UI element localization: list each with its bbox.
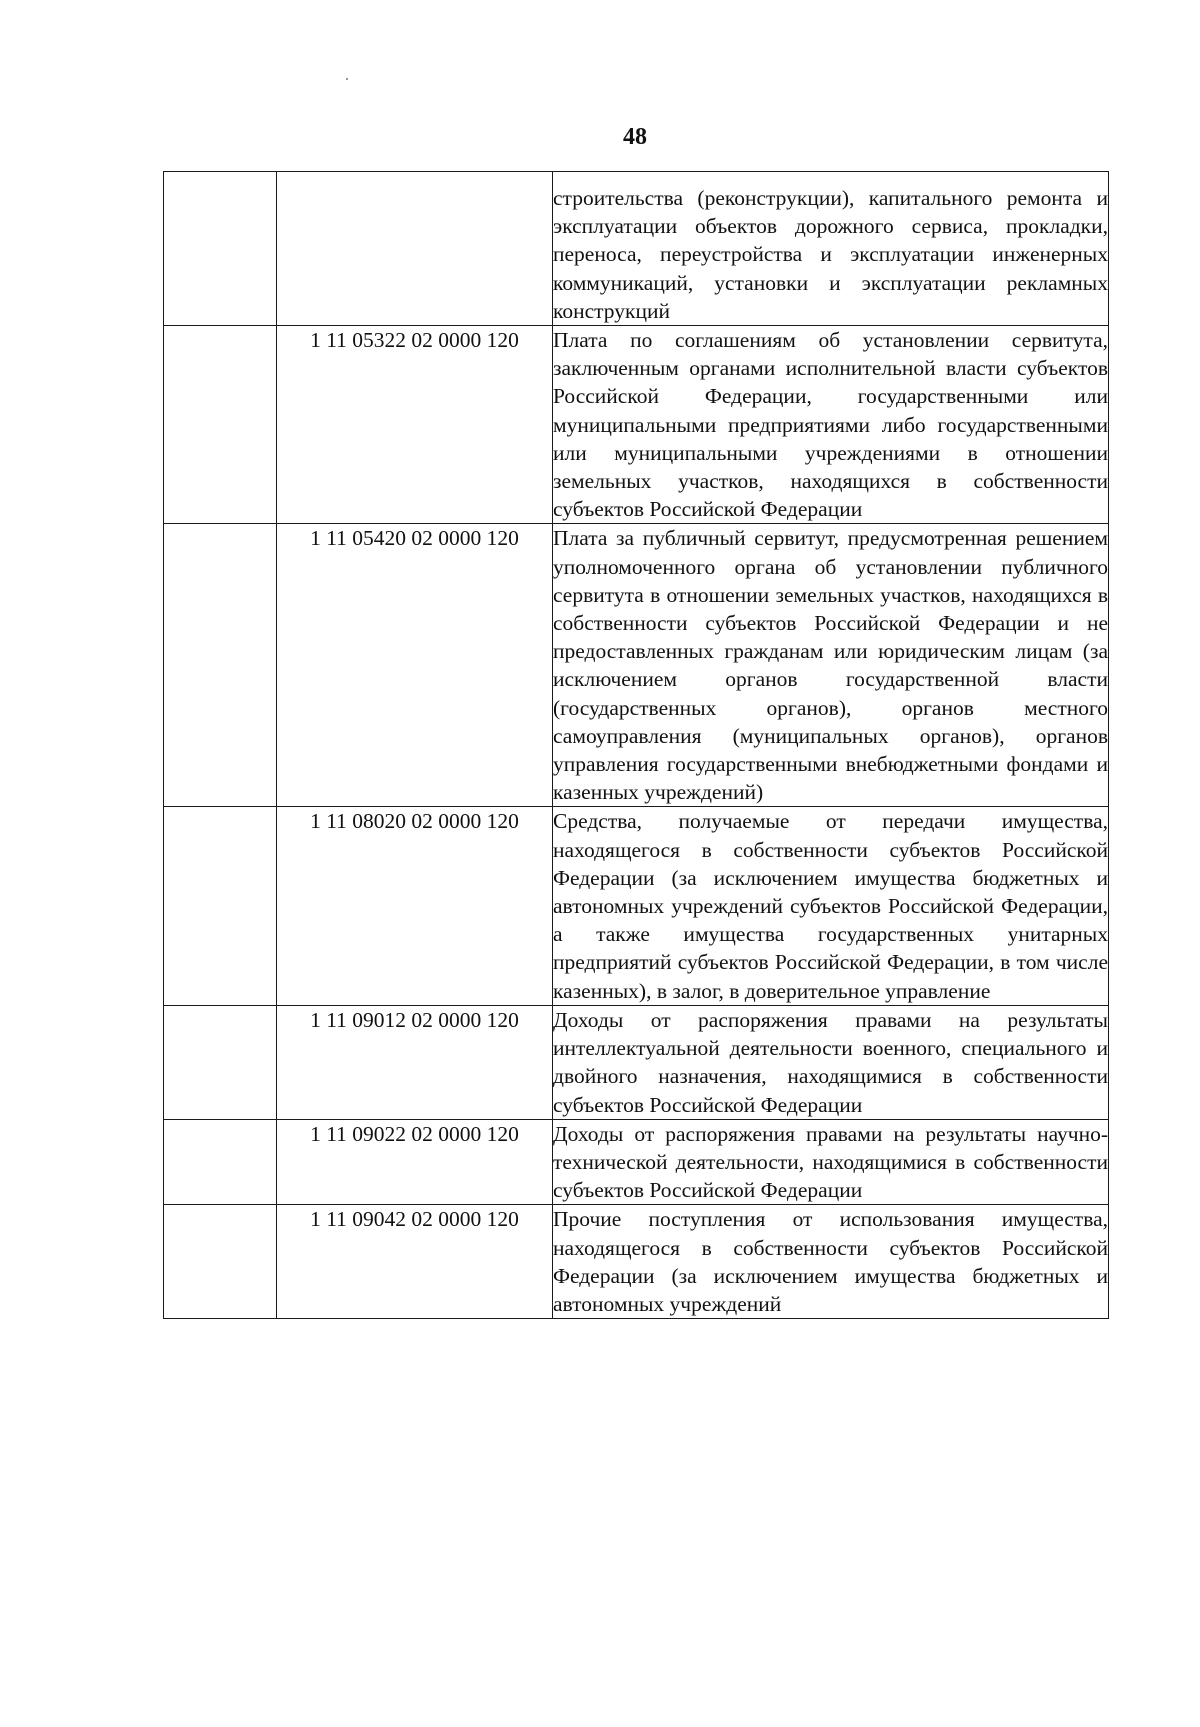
empty-cell: [164, 1119, 277, 1205]
revenue-codes-table: [163, 171, 1109, 1319]
description-cell: Плата по соглашениям об установлении сервитута, заключенным органами исполнительной власти субъектов Российской Федерации, государственными или муниципальными предприятиями либо государственными или муниципальными учреждениями в отношении земельных участков, находящихся в собственности субъектов Российской Федерации: [553, 326, 1109, 524]
table-row: [164, 1205, 1109, 1319]
description-cell: Доходы от распоряжения правами на результаты научно-технической деятельности, находящимися в собственности субъектов Российской Федерации: [553, 1119, 1109, 1205]
description-cell: строительства (реконструкции), капитального ремонта и эксплуатации объектов дорожного сервиса, прокладки, переноса, переустройства и эксплуатации инженерных коммуникаций, установки и эксплуатации рекламных конструкций: [553, 172, 1109, 326]
table-row: [164, 172, 1109, 326]
empty-cell: [164, 1005, 277, 1119]
table-row: [164, 326, 1109, 524]
budget-code-cell: 1 11 08020 02 0000 120: [277, 807, 553, 1005]
description-cell: Прочие поступления от использования имущества, находящегося в собственности субъектов Российской Федерации (за исключением имущества бюджетных и автономных учреждений: [553, 1205, 1109, 1319]
empty-cell: [164, 807, 277, 1005]
budget-code-cell: [277, 172, 553, 326]
budget-code-cell: 1 11 09022 02 0000 120: [277, 1119, 553, 1205]
table-row: [164, 1005, 1109, 1119]
page-number: 48: [623, 124, 647, 150]
empty-cell: [164, 1205, 277, 1319]
budget-code-cell: 1 11 09042 02 0000 120: [277, 1205, 553, 1319]
description-cell: Средства, получаемые от передачи имущества, находящегося в собственности субъектов Российской Федерации (за исключением имущества бюджетных и автономных учреждений субъектов Российской Федерации, а также имущества государственных унитарных предприятий субъектов Российской Федерации, в том числе казенных), в залог, в доверительное управление: [553, 807, 1109, 1005]
description-cell: Плата за публичный сервитут, предусмотренная решением уполномоченного органа об установлении публичного сервитута в отношении земельных участков, находящихся в собственности субъектов Российской Федерации и не предоставленных гражданам или юридическим лицам (за исключением органов государственной власти (государственных органов), органов местного самоуправления (муниципальных органов), органов управления государственными внебюджетными фондами и казенных учреждений): [553, 524, 1109, 807]
table-row: [164, 524, 1109, 807]
budget-code-cell: 1 11 05322 02 0000 120: [277, 326, 553, 524]
table-row: [164, 807, 1109, 1005]
empty-cell: [164, 172, 277, 326]
description-cell: Доходы от распоряжения правами на результаты интеллектуальной деятельности военного, специального и двойного назначения, находящимися в собственности субъектов Российской Федерации: [553, 1005, 1109, 1119]
empty-cell: [164, 524, 277, 807]
table-row: [164, 1119, 1109, 1205]
scan-speck: [346, 78, 348, 80]
empty-cell: [164, 326, 277, 524]
budget-code-cell: 1 11 05420 02 0000 120: [277, 524, 553, 807]
budget-code-cell: 1 11 09012 02 0000 120: [277, 1005, 553, 1119]
